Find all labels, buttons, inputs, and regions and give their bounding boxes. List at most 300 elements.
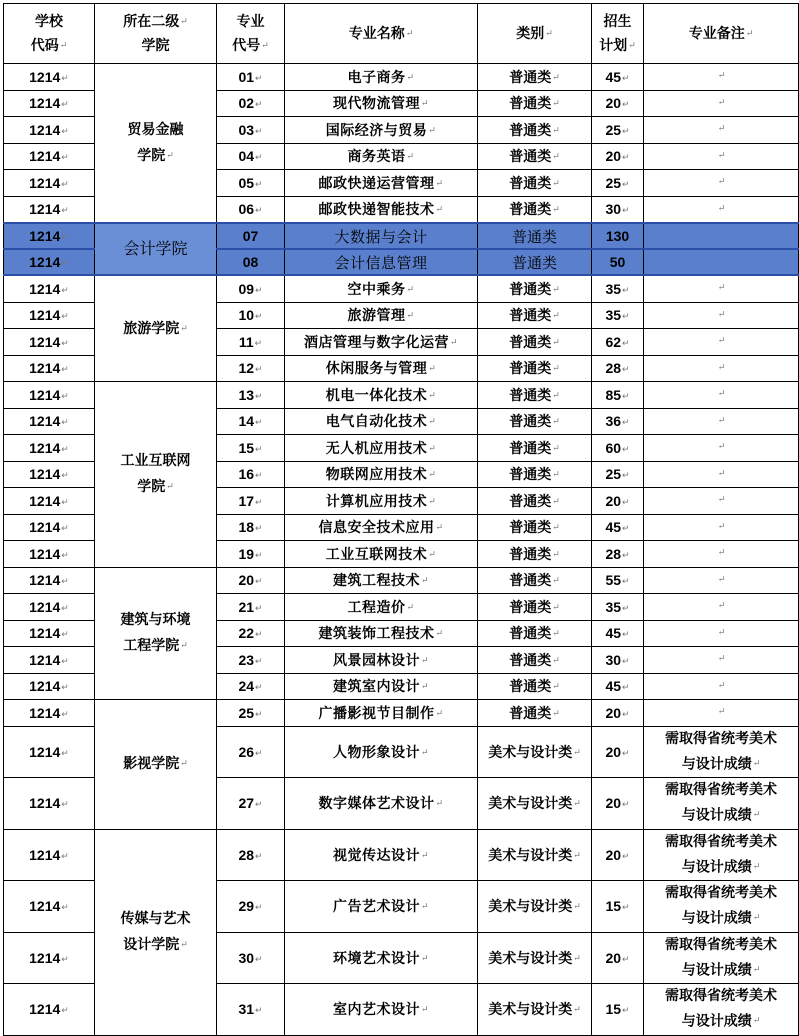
remark-cell: 需取得省统考美术 与设计成绩↵ [644,778,799,830]
major-code-cell: 26↵ [217,726,285,778]
paragraph-mark-icon: ↵ [180,940,188,950]
major-code-cell: 03↵ [217,117,285,144]
paragraph-mark-icon: ↵ [552,152,560,163]
paragraph-mark-icon: ↵ [552,390,560,401]
paragraph-mark-icon: ↵ [717,495,726,505]
remark-cell [644,435,799,462]
paragraph-mark-icon: ↵ [61,576,69,587]
paragraph-mark-icon: ↵ [622,99,630,110]
paragraph-mark-icon: ↵ [61,902,69,913]
paragraph-mark-icon: ↵ [420,576,430,587]
paragraph-mark-icon: ↵ [552,629,560,640]
paragraph-mark-icon: ↵ [552,125,560,136]
paragraph-mark-icon: ↵ [717,336,726,346]
paragraph-mark-icon: ↵ [622,1005,630,1016]
header-row [4,4,799,64]
paragraph-mark-icon: ↵ [573,902,581,913]
paragraph-mark-icon: ↵ [420,747,430,758]
major-code-cell: 28↵ [217,829,285,881]
paragraph-mark-icon: ↵ [717,680,726,691]
category-cell: 美术与设计类↵ [478,881,592,933]
table-body [4,64,799,1036]
college-cell: 工业互联网 学院↵ [95,382,217,568]
paragraph-mark-icon: ↵ [61,655,69,666]
major-code-cell: 14↵ [217,408,285,435]
paragraph-mark-icon: ↵ [255,284,263,295]
paragraph-mark-icon: ↵ [255,178,263,189]
category-cell: 美术与设计类↵ [478,726,592,778]
major-name-cell: 邮政快递运营管理↵ [285,170,478,197]
major-name-cell: 国际经济与贸易↵ [285,117,478,144]
paragraph-mark-icon: ↵ [428,364,437,375]
paragraph-mark-icon: ↵ [255,1005,263,1016]
table-row [4,275,799,302]
major-name-cell: 酒店管理与数字化运营↵ [285,329,478,356]
paragraph-mark-icon: ↵ [552,496,560,507]
school-code-cell: 1214↵ [4,117,95,144]
major-name-cell: 广告艺术设计↵ [285,881,478,933]
plan-count-cell: 60↵ [592,435,644,462]
plan-count-cell: 15↵ [592,881,644,933]
remark-cell: 需取得省统考美术 与设计成绩↵ [644,932,799,984]
category-cell: 普通类↵ [478,647,592,674]
paragraph-mark-icon: ↵ [255,443,263,454]
plan-count-cell: 25↵ [592,170,644,197]
paragraph-mark-icon: ↵ [435,708,444,719]
plan-count-cell: 50 [592,249,644,275]
paragraph-mark-icon: ↵ [61,708,69,719]
paragraph-mark-icon: ↵ [552,284,560,295]
category-cell: 普通类↵ [478,488,592,515]
school-code-cell: 1214↵ [4,673,95,700]
paragraph-mark-icon: ↵ [717,654,726,664]
remark-cell [644,488,799,515]
school-code-cell: 1214↵ [4,829,95,881]
major-name-cell: 现代物流管理↵ [285,90,478,117]
paragraph-mark-icon: ↵ [622,708,630,719]
paragraph-mark-icon: ↵ [61,364,69,375]
paragraph-mark-icon: ↵ [61,443,69,454]
plan-count-cell: 45↵ [592,64,644,91]
major-name-cell: 广播影视节目制作↵ [285,700,478,727]
college-cell: 影视学院↵ [95,700,217,830]
paragraph-mark-icon: ↵ [255,799,263,810]
major-code-cell: 01↵ [217,64,285,91]
paragraph-mark-icon: ↵ [717,177,726,187]
remark-cell: 需取得省统考美术 与设计成绩↵ [644,829,799,881]
major-code-cell: 09↵ [217,275,285,302]
paragraph-mark-icon: ↵ [61,231,69,242]
major-name-cell: 工程造价↵ [285,594,478,621]
paragraph-mark-icon: ↵ [255,390,263,401]
paragraph-mark-icon: ↵ [255,953,263,964]
paragraph-mark-icon: ↵ [622,850,630,861]
paragraph-mark-icon: ↵ [717,203,726,214]
major-code-cell: 29↵ [217,881,285,933]
paragraph-mark-icon: ↵ [406,284,415,295]
paragraph-mark-icon: ↵ [435,629,444,640]
paragraph-mark-icon: ↵ [180,323,188,334]
major-code-cell: 08 [217,249,285,275]
paragraph-mark-icon: ↵ [622,747,630,758]
major-name-cell: 无人机应用技术↵ [285,435,478,462]
major-name-cell: 机电一体化技术↵ [285,382,478,409]
paragraph-mark-icon: ↵ [552,470,560,481]
plan-count-cell: 45↵ [592,673,644,700]
paragraph-mark-icon: ↵ [255,655,263,666]
major-name-cell: 电气自动化技术↵ [285,408,478,435]
major-name-cell: 数字媒体艺术设计↵ [285,778,478,830]
paragraph-mark-icon: ↵ [717,97,726,108]
remark-cell: 需取得省统考美术 与设计成绩↵ [644,881,799,933]
paragraph-mark-icon: ↵ [61,799,69,810]
paragraph-mark-icon: ↵ [61,99,69,110]
remark-cell [644,382,799,409]
major-code-cell: 25↵ [217,700,285,727]
major-code-cell: 20↵ [217,567,285,594]
major-name-cell: 电子商务↵ [285,64,478,91]
paragraph-mark-icon: ↵ [622,496,630,507]
paragraph-mark-icon: ↵ [752,1016,761,1026]
paragraph-mark-icon: ↵ [717,601,726,611]
category-cell: 普通类↵ [478,329,592,356]
category-cell: 普通类↵ [478,382,592,409]
paragraph-mark-icon: ↵ [552,417,560,428]
paragraph-mark-icon: ↵ [61,629,69,640]
paragraph-mark-icon: ↵ [622,523,630,534]
plan-count-cell: 130 [592,223,644,249]
remark-cell [644,170,799,197]
major-name-cell: 建筑室内设计↵ [285,673,478,700]
major-name-cell: 物联网应用技术↵ [285,461,478,488]
remark-cell [644,700,799,727]
paragraph-mark-icon: ↵ [255,311,263,322]
paragraph-mark-icon: ↵ [752,861,761,872]
plan-count-cell: 28↵ [592,541,644,568]
paragraph-mark-icon: ↵ [61,125,69,136]
category-cell: 普通类↵ [478,461,592,488]
paragraph-mark-icon: ↵ [420,902,430,913]
paragraph-mark-icon: ↵ [428,496,437,507]
paragraph-mark-icon: ↵ [622,655,630,666]
school-code-cell: 1214↵ [4,249,95,275]
paragraph-mark-icon: ↵ [255,708,263,719]
category-cell: 普通类↵ [478,594,592,621]
college-cell: 会计学院 [95,223,217,275]
major-code-cell: 30↵ [217,932,285,984]
category-cell: 普通类↵ [478,514,592,541]
category-cell: 美术与设计类↵ [478,984,592,1036]
paragraph-mark-icon: ↵ [61,205,69,216]
paragraph-mark-icon: ↵ [428,125,437,136]
paragraph-mark-icon: ↵ [622,443,630,454]
paragraph-mark-icon: ↵ [717,627,726,638]
school-code-cell: 1214↵ [4,382,95,409]
category-cell: 普通类↵ [478,541,592,568]
table-row [4,829,799,881]
paragraph-mark-icon: ↵ [435,523,444,534]
plan-count-cell: 15↵ [592,984,644,1036]
school-code-cell: 1214↵ [4,435,95,462]
paragraph-mark-icon: ↵ [552,443,560,454]
category-cell: 普通类↵ [478,408,592,435]
remark-cell [644,143,799,170]
college-cell: 传媒与艺术 设计学院↵ [95,829,217,1035]
school-code-cell: 1214↵ [4,143,95,170]
school-code-cell: 1214↵ [4,488,95,515]
paragraph-mark-icon: ↵ [255,152,263,163]
paragraph-mark-icon: ↵ [622,682,630,693]
major-name-cell: 休闲服务与管理↵ [285,355,478,382]
category-cell: 美术与设计类↵ [478,829,592,881]
paragraph-mark-icon: ↵ [717,707,726,717]
category-cell: 普通类↵ [478,64,592,91]
paragraph-mark-icon: ↵ [717,468,726,479]
paragraph-mark-icon: ↵ [552,682,560,693]
paragraph-mark-icon: ↵ [61,1005,69,1016]
paragraph-mark-icon: ↵ [180,759,188,770]
major-code-cell: 15↵ [217,435,285,462]
major-name-cell: 人物形象设计↵ [285,726,478,778]
paragraph-mark-icon: ↵ [255,747,263,758]
major-name-cell: 会计信息管理 [285,249,478,275]
category-cell: 普通类↵ [478,170,592,197]
remark-cell [644,620,799,647]
major-name-cell: 建筑工程技术↵ [285,567,478,594]
major-name-cell: 计算机应用技术↵ [285,488,478,515]
paragraph-mark-icon: ↵ [61,284,69,295]
school-code-cell: 1214↵ [4,355,95,382]
table-row [4,64,799,91]
paragraph-mark-icon: ↵ [435,205,444,216]
paragraph-mark-icon: ↵ [428,549,437,560]
major-code-cell: 18↵ [217,514,285,541]
paragraph-mark-icon: ↵ [717,283,726,293]
paragraph-mark-icon: ↵ [255,417,263,428]
major-code-cell: 04↵ [217,143,285,170]
major-name-cell: 环境艺术设计↵ [285,932,478,984]
school-code-cell: 1214↵ [4,567,95,594]
paragraph-mark-icon: ↵ [622,549,630,560]
school-code-cell: 1214↵ [4,302,95,329]
major-code-cell: 10↵ [217,302,285,329]
remark-cell [644,223,799,249]
paragraph-mark-icon: ↵ [622,390,630,401]
school-code-cell: 1214↵ [4,778,95,830]
header-major-code: 专业 代号↵ [217,4,285,64]
paragraph-mark-icon: ↵ [622,337,630,348]
major-code-cell: 22↵ [217,620,285,647]
paragraph-mark-icon: ↵ [61,311,69,322]
paragraph-mark-icon: ↵ [61,747,69,758]
paragraph-mark-icon: ↵ [255,125,263,136]
major-name-cell: 空中乘务↵ [285,275,478,302]
category-cell: 普通类↵ [478,567,592,594]
paragraph-mark-icon: ↵ [420,1005,430,1016]
major-code-cell: 21↵ [217,594,285,621]
paragraph-mark-icon: ↵ [255,682,263,693]
plan-count-cell: 28↵ [592,355,644,382]
school-code-cell: 1214↵ [4,408,95,435]
category-cell: 普通类↵ [478,700,592,727]
paragraph-mark-icon: ↵ [61,417,69,428]
paragraph-mark-icon: ↵ [420,682,430,693]
remark-cell [644,117,799,144]
paragraph-mark-icon: ↵ [552,311,560,322]
major-code-cell: 23↵ [217,647,285,674]
paragraph-mark-icon: ↵ [61,470,69,481]
major-code-cell: 07 [217,223,285,249]
paragraph-mark-icon: ↵ [622,311,630,322]
table-row [4,700,799,727]
remark-cell [644,275,799,302]
remark-cell [644,302,799,329]
paragraph-mark-icon: ↵ [255,470,263,481]
paragraph-mark-icon: ↵ [255,629,263,640]
category-cell: 普通类↵ [478,435,592,462]
paragraph-mark-icon: ↵ [717,362,726,373]
paragraph-mark-icon: ↵ [166,151,174,161]
paragraph-mark-icon: ↵ [717,389,726,399]
paragraph-mark-icon: ↵ [428,390,437,401]
plan-count-cell: 36↵ [592,408,644,435]
major-code-cell: 27↵ [217,778,285,830]
school-code-cell: 1214↵ [4,461,95,488]
paragraph-mark-icon: ↵ [622,205,630,216]
remark-cell [644,594,799,621]
major-name-cell: 视觉传达设计↵ [285,829,478,881]
college-cell: 贸易金融 学院↵ [95,64,217,224]
category-cell: 普通类↵ [478,196,592,223]
paragraph-mark-icon: ↵ [717,124,726,134]
school-code-cell: 1214↵ [4,64,95,91]
category-cell: 普通类↵ [478,143,592,170]
paragraph-mark-icon: ↵ [573,747,581,758]
major-code-cell: 05↵ [217,170,285,197]
remark-cell [644,673,799,700]
school-code-cell: 1214↵ [4,514,95,541]
major-name-cell: 工业互联网技术↵ [285,541,478,568]
plan-count-cell: 45↵ [592,514,644,541]
paragraph-mark-icon: ↵ [552,708,560,719]
paragraph-mark-icon: ↵ [622,417,630,428]
school-code-cell: 1214↵ [4,90,95,117]
paragraph-mark-icon: ↵ [61,850,69,861]
paragraph-mark-icon: ↵ [622,576,630,587]
remark-cell [644,329,799,356]
college-cell: 建筑与环境 工程学院↵ [95,567,217,700]
school-code-cell: 1214↵ [4,984,95,1036]
plan-count-cell: 55↵ [592,567,644,594]
paragraph-mark-icon: ↵ [717,548,726,558]
paragraph-mark-icon: ↵ [717,521,726,532]
paragraph-mark-icon: ↵ [622,953,630,964]
paragraph-mark-icon: ↵ [552,523,560,534]
paragraph-mark-icon: ↵ [406,311,415,322]
school-code-cell: 1214↵ [4,932,95,984]
major-name-cell: 风景园林设计↵ [285,647,478,674]
paragraph-mark-icon: ↵ [61,178,69,189]
remark-cell [644,514,799,541]
header-major-name: 专业名称↵ [285,4,478,64]
category-cell: 美术与设计类↵ [478,932,592,984]
paragraph-mark-icon: ↵ [255,602,263,613]
paragraph-mark-icon: ↵ [622,470,630,481]
paragraph-mark-icon: ↵ [420,953,430,964]
paragraph-mark-icon: ↵ [717,574,726,585]
remark-cell [644,461,799,488]
plan-count-cell: 25↵ [592,461,644,488]
plan-count-cell: 20↵ [592,932,644,984]
table-row [4,382,799,409]
paragraph-mark-icon: ↵ [552,364,560,375]
paragraph-mark-icon: ↵ [61,390,69,401]
paragraph-mark-icon: ↵ [255,205,263,216]
paragraph-mark-icon: ↵ [420,99,430,110]
table-row [4,223,799,249]
major-code-cell: 31↵ [217,984,285,1036]
paragraph-mark-icon: ↵ [166,482,174,493]
remark-cell [644,647,799,674]
category-cell: 普通类↵ [478,90,592,117]
remark-cell: 需取得省统考美术 与设计成绩↵ [644,726,799,778]
school-code-cell: 1214↵ [4,726,95,778]
paragraph-mark-icon: ↵ [752,913,761,923]
paragraph-mark-icon: ↵ [622,72,630,83]
category-cell: 普通类 [478,223,592,249]
major-code-cell: 19↵ [217,541,285,568]
paragraph-mark-icon: ↵ [61,953,69,964]
paragraph-mark-icon: ↵ [552,602,560,613]
paragraph-mark-icon: ↵ [752,810,761,820]
paragraph-mark-icon: ↵ [61,602,69,613]
paragraph-mark-icon: ↵ [428,470,437,481]
category-cell: 普通类↵ [478,275,592,302]
paragraph-mark-icon: ↵ [255,850,263,861]
school-code-cell: 1214↵ [4,170,95,197]
major-code-cell: 17↵ [217,488,285,515]
school-code-cell: 1214↵ [4,620,95,647]
paragraph-mark-icon: ↵ [622,902,630,913]
category-cell: 普通类 [478,249,592,275]
paragraph-mark-icon: ↵ [622,284,630,295]
paragraph-mark-icon: ↵ [717,309,726,320]
paragraph-mark-icon: ↵ [552,72,560,83]
major-code-cell: 11↵ [217,329,285,356]
plan-count-cell: 20↵ [592,726,644,778]
major-code-cell: 24↵ [217,673,285,700]
major-code-cell: 12↵ [217,355,285,382]
paragraph-mark-icon: ↵ [406,152,415,163]
paragraph-mark-icon: ↵ [428,443,437,454]
remark-cell [644,90,799,117]
paragraph-mark-icon: ↵ [552,178,560,189]
paragraph-mark-icon: ↵ [61,72,69,83]
paragraph-mark-icon: ↵ [61,496,69,507]
school-code-cell: 1214↵ [4,647,95,674]
paragraph-mark-icon: ↵ [752,964,761,975]
paragraph-mark-icon: ↵ [420,655,430,666]
remark-cell [644,64,799,91]
paragraph-mark-icon: ↵ [573,799,581,810]
category-cell: 普通类↵ [478,302,592,329]
paragraph-mark-icon: ↵ [435,178,444,189]
major-code-cell: 06↵ [217,196,285,223]
paragraph-mark-icon: ↵ [255,523,263,534]
paragraph-mark-icon: ↵ [449,337,459,348]
plan-count-cell: 20↵ [592,90,644,117]
paragraph-mark-icon: ↵ [752,758,761,769]
